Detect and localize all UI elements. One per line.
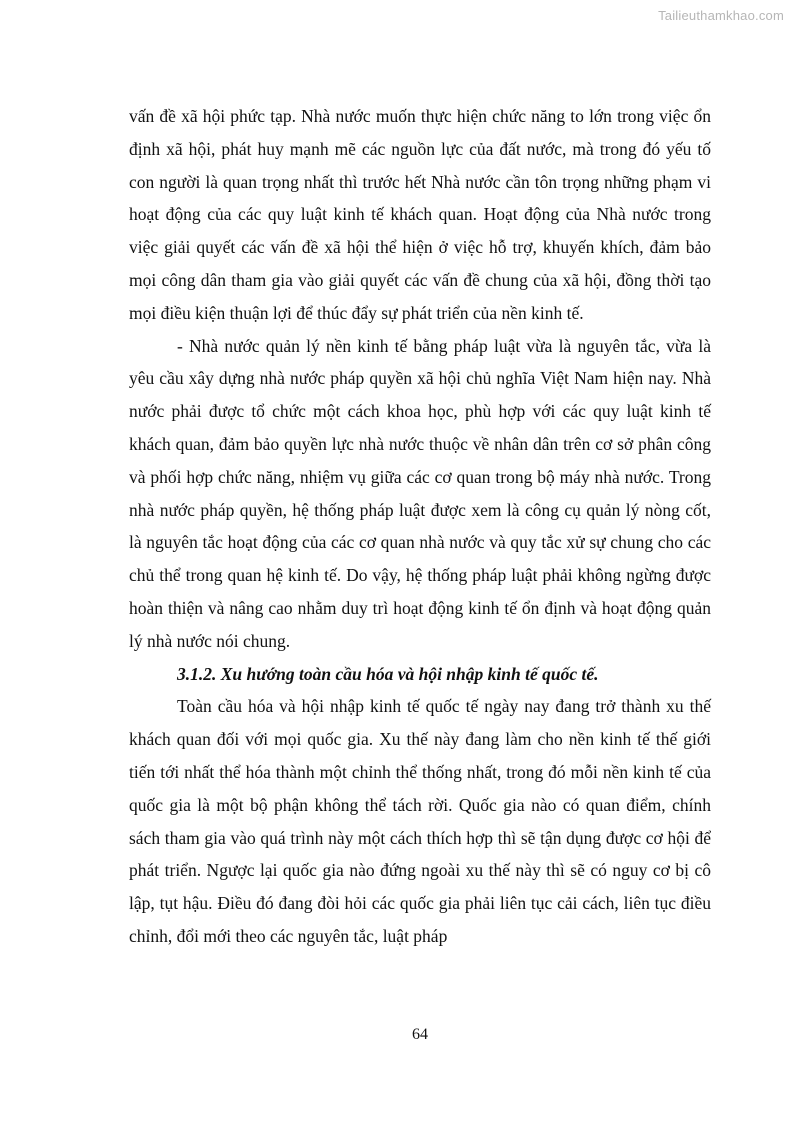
paragraph-globalization: Toàn cầu hóa và hội nhập kinh tế quốc tế ngày nay đang trở thành xu thế khách quan đối với mọi quốc gia. Xu thế này đang làm cho nền kinh tế thế giới tiến tới nhất thể hóa thành một chỉnh thể thống nhất, trong đó mỗi nền kinh tế của quốc gia là một bộ phận không thể tách rời. Quốc gia nào có quan điểm, chính sách tham gia vào quá trình này một cách thích hợp thì sẽ tận dụng được cơ hội để phát triển. Ngược lại quốc gia nào đứng ngoài xu thế này thì sẽ có nguy cơ bị cô lập, tụt hậu. Điều đó đang đòi hỏi các quốc gia phải liên tục cải cách, liên tục điều chỉnh, đổi mới theo các nguyên tắc, luật pháp xyxy=(129,696,711,946)
watermark: Tailieuthamkhao.com xyxy=(658,8,784,23)
paragraph-state-law: - Nhà nước quản lý nền kinh tế bằng pháp luật vừa là nguyên tắc, vừa là yêu cầu xây dựng nhà nước pháp quyền xã hội chủ nghĩa Việt Nam hiện nay. Nhà nước phải được tổ chức một cách khoa học, phù hợp với các quy luật kinh tế khách quan, đảm bảo quyền lực nhà nước thuộc về nhân dân trên cơ sở phân công và phối hợp chức năng, nhiệm vụ giữa các cơ quan trong bộ máy nhà nước. Trong nhà nước pháp quyền, hệ thống pháp luật được xem là công cụ quản lý nòng cốt, là nguyên tắc hoạt động của các cơ quan nhà nước và quy tắc xử sự chung cho các chủ thể trong quan hệ kinh tế. Do vậy, hệ thống pháp luật phải không ngừng được hoàn thiện và nâng cao nhằm duy trì hoạt động kinh tế ổn định và hoạt động quản lý nhà nước nói chung. xyxy=(129,335,711,651)
paragraph-continuation: vấn đề xã hội phức tạp. Nhà nước muốn thực hiện chức năng to lớn trong việc ổn định xã hội, phát huy mạnh mẽ các nguồn lực của đất nước, mà trong đó yếu tố con người là quan trọng nhất thì trước hết Nhà nước cần tôn trọng những phạm vi hoạt động của các quy luật kinh tế khách quan. Hoạt động của Nhà nước trong việc giải quyết các vấn đề xã hội thể hiện ở việc hỗ trợ, khuyến khích, đảm bảo mọi công dân tham gia vào giải quyết các vấn đề chung của xã hội, đồng thời tạo mọi điều kiện thuận lợi để thúc đẩy sự phát triển của nền kinh tế. xyxy=(129,106,711,323)
section-heading-3-1-2: 3.1.2. Xu hướng toàn cầu hóa và hội nhập kinh tế quốc tế. xyxy=(177,663,599,684)
page-number: 64 xyxy=(412,1026,428,1043)
document-body xyxy=(129,100,711,953)
